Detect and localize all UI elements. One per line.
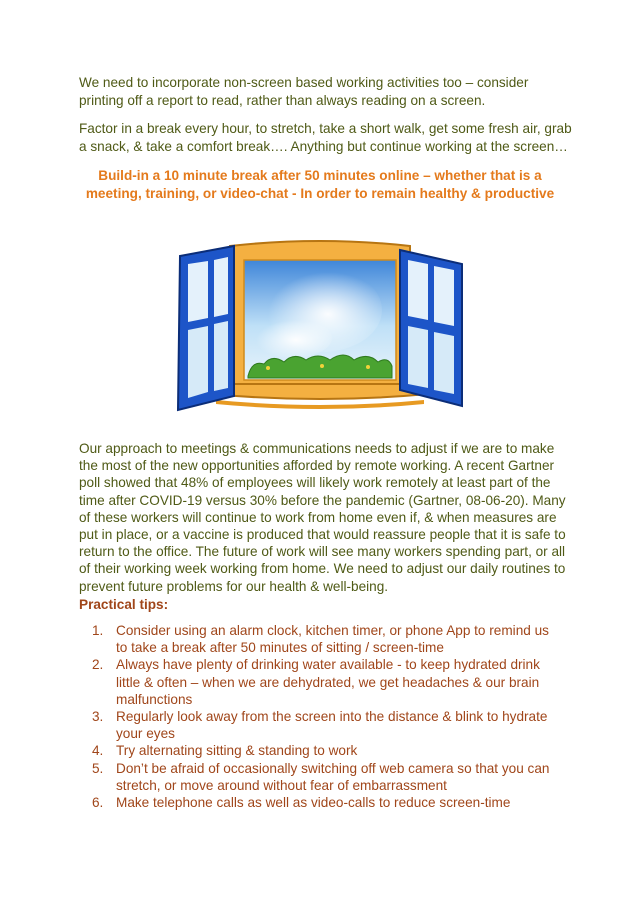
tip-item — [92, 760, 562, 794]
tip-item — [92, 656, 562, 708]
tip-text: Always have plenty of drinking water available - to keep hydrated drink little & often – when we are dehydrated, we get headaches & our brain malfunctions — [116, 657, 540, 707]
tip-text: Make telephone calls as well as video-calls to reduce screen-time — [116, 795, 511, 811]
paragraph-non-screen-activities: We need to incorporate non-screen based working activities too – consider printing off a report to read, rather than always reading on a screen. — [79, 75, 529, 108]
tip-item — [92, 708, 562, 742]
open-window-illustration — [172, 238, 468, 418]
tip-text: Don’t be afraid of occasionally switching off web camera so that you can stretch, or move around without fear of embarrassment — [116, 760, 550, 793]
paragraph-hourly-break: Factor in a break every hour, to stretch, take a short walk, get some fresh air, grab a snack, & take a comfort break…. Anything but continue working at the screen… — [79, 121, 572, 154]
tip-item — [92, 742, 562, 759]
tip-text: Consider using an alarm clock, kitchen timer, or phone App to remind us to take a break after 50 minutes of sitting / screen-time — [116, 623, 549, 656]
tip-item — [92, 622, 562, 656]
tip-number: 4. — [92, 743, 104, 759]
tips-heading: Practical tips: — [79, 597, 169, 612]
tip-number: 2. — [92, 657, 104, 673]
tips-list — [92, 622, 562, 811]
tip-number: 1. — [92, 623, 104, 638]
window-sill — [212, 384, 428, 399]
tip-text: Try alternating sitting & standing to work — [116, 743, 358, 759]
paragraph-remote-working: Our approach to meetings & communications needs to adjust if we are to make the most of the new opportunities afforded by remote working. A recent Gartner poll showed that 48% of employees will likely work remotely at least part of the time after COVID-19 versus 30% before the pandemic (Gartner, 08-06-20). Many of these workers will continue to work from home even if, & when measures are put in place, or a vaccine is produced that would reassure people that it is safe to return to the office. The future of work will see many workers spending part, or all of their working week working from home. We need to adjust our daily routines to prevent future problems for our health & well-being. — [79, 441, 566, 594]
callout-break-reminder: Build-in a 10 minute break after 50 minutes online – whether that is a meeting, training, or video-chat - In order to remain healthy & productive — [85, 168, 555, 201]
tip-text: Regularly look away from the screen into the distance & blink to hydrate your eyes — [116, 709, 548, 742]
tip-item — [92, 794, 562, 811]
tip-number: 3. — [92, 709, 104, 725]
tip-number: 6. — [92, 795, 104, 811]
tip-number: 5. — [92, 760, 104, 776]
